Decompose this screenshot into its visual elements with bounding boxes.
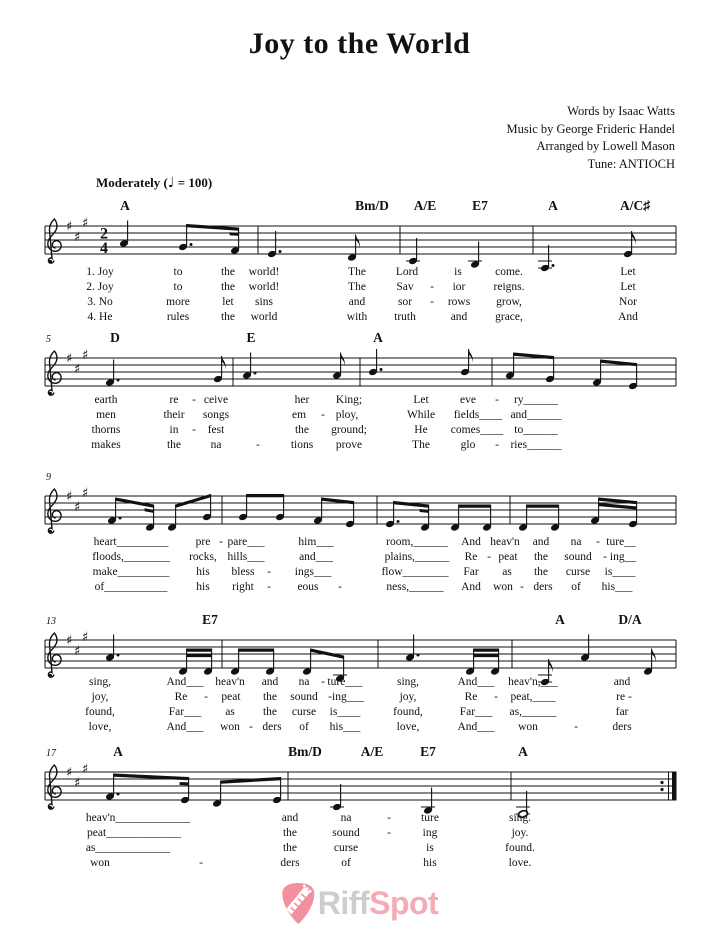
lyric-syllable: of xyxy=(299,721,309,733)
lyric-syllable: And___ xyxy=(457,721,495,733)
credit-tune: Tune: ANTIOCH xyxy=(587,156,675,171)
riffspot-wordmark: RiffSpot xyxy=(317,885,439,921)
lyric-syllable: to xyxy=(173,281,183,293)
lyric-syllable: - xyxy=(387,827,391,839)
lyric-syllable: King; xyxy=(335,394,363,406)
lyric-syllable: And xyxy=(618,311,638,323)
lyric-syllable: and___ xyxy=(299,551,333,563)
lyric-syllable: And xyxy=(461,536,481,548)
lyric-syllable: na xyxy=(570,536,582,548)
lyric-syllable: won xyxy=(518,721,538,733)
lyric-syllable: world xyxy=(250,311,278,323)
lyric-syllable: won xyxy=(220,721,240,733)
lyric-syllable: plains,______ xyxy=(384,551,450,563)
chord-symbol: A xyxy=(518,744,528,759)
lyric-syllable: na xyxy=(210,439,222,451)
lyric-syllable: sor xyxy=(397,296,413,308)
lyric-syllable: - xyxy=(267,581,271,593)
chord-symbol: E7 xyxy=(202,612,218,627)
lyric-syllable: Re xyxy=(464,691,478,703)
svg-text:♯: ♯ xyxy=(82,216,89,231)
lyric-syllable: Let xyxy=(620,281,636,293)
lyric-syllable: - xyxy=(321,409,325,421)
lyric-syllable: found, xyxy=(85,706,115,718)
chord-symbol: Bm/D xyxy=(355,198,389,213)
lyric-syllable: - xyxy=(192,394,196,406)
lyric-syllable: the xyxy=(533,566,549,578)
lyric-syllable: The xyxy=(348,266,366,278)
lyric-syllable: Far___ xyxy=(168,706,202,718)
lyric-syllable: sins xyxy=(255,296,273,308)
lyric-syllable: - xyxy=(487,551,491,563)
lyric-syllable: While xyxy=(406,409,436,421)
lyric-syllable: his xyxy=(196,566,210,578)
guitar-pick-icon xyxy=(281,882,315,925)
chord-symbol: A xyxy=(113,744,123,759)
lyric-syllable: ders xyxy=(280,857,300,869)
lyric-syllable: joy, xyxy=(399,691,417,703)
svg-text:♯: ♯ xyxy=(74,362,81,377)
lyric-syllable: his___ xyxy=(329,721,361,733)
svg-text:♯: ♯ xyxy=(66,489,73,505)
lyric-syllable: as xyxy=(225,706,235,718)
svg-text:♯: ♯ xyxy=(82,762,89,777)
lyric-syllable: let xyxy=(222,296,234,308)
chord-symbol: A xyxy=(548,198,558,213)
lyric-syllable: make_________ xyxy=(92,566,170,578)
lyric-syllable: ders xyxy=(262,721,282,733)
lyric-syllable: Let xyxy=(413,394,429,406)
lyric-syllable: sound xyxy=(290,691,318,703)
lyric-syllable: is____ xyxy=(329,706,361,718)
lyric-syllable: re - xyxy=(616,691,632,703)
lyric-syllable: He xyxy=(414,424,428,436)
lyric-syllable: - xyxy=(338,581,342,593)
lyric-syllable: hills___ xyxy=(227,551,265,563)
credit-music: Music by George Frideric Handel xyxy=(506,121,675,136)
lyric-syllable: to______ xyxy=(514,424,558,436)
svg-text:♯: ♯ xyxy=(66,219,73,235)
lyric-syllable: fields____ xyxy=(453,409,503,421)
lyric-syllable: curse xyxy=(333,842,359,854)
lyric-syllable: 4. He xyxy=(87,311,113,323)
lyric-syllable: - xyxy=(430,281,434,293)
svg-text:♯: ♯ xyxy=(74,644,81,659)
riffspot-logo xyxy=(281,881,438,925)
svg-text:♯: ♯ xyxy=(82,348,89,363)
svg-text:4: 4 xyxy=(100,240,108,257)
lyric-syllable: peat_____________ xyxy=(87,827,181,839)
lyric-syllable: as,______ xyxy=(509,706,557,718)
lyric-syllable: ground; xyxy=(331,424,367,436)
lyric-syllable: And xyxy=(461,581,481,593)
lyric-syllable: bless xyxy=(231,566,255,578)
lyric-syllable: Sav xyxy=(396,281,414,293)
svg-text:2: 2 xyxy=(100,225,108,243)
chord-symbol: A/E xyxy=(360,744,384,759)
tempo-marking: Moderately (♩ = 100) xyxy=(96,175,213,191)
svg-text:♯: ♯ xyxy=(66,633,73,649)
lyric-syllable: won xyxy=(493,581,513,593)
lyric-syllable: eve xyxy=(460,394,476,406)
lyric-syllable: ders xyxy=(612,721,632,733)
lyric-syllable: sing, xyxy=(88,676,112,688)
lyric-syllable: heav'n_____________ xyxy=(85,812,191,824)
lyric-syllable: ders xyxy=(533,581,553,593)
lyric-syllable: na xyxy=(298,676,310,688)
lyric-syllable: Far___ xyxy=(459,706,493,718)
lyric-syllable: - xyxy=(520,581,524,593)
lyric-syllable: peat,____ xyxy=(510,691,556,703)
lyric-syllable: as xyxy=(502,566,512,578)
svg-text:♯: ♯ xyxy=(66,351,73,367)
lyric-syllable: his xyxy=(423,857,437,869)
lyric-syllable: of xyxy=(571,581,581,593)
chord-symbol: D xyxy=(110,330,120,345)
lyric-syllable: men xyxy=(96,409,116,421)
lyric-syllable: ing___ xyxy=(332,691,364,703)
lyric-syllable: with xyxy=(346,311,368,323)
lyric-syllable: grace, xyxy=(495,311,523,323)
lyric-syllable: - xyxy=(204,691,208,703)
lyric-syllable: - xyxy=(494,691,498,703)
lyric-syllable: pare___ xyxy=(227,536,265,548)
lyric-syllable: joy. xyxy=(511,827,529,839)
lyric-syllable: - xyxy=(199,857,203,869)
lyric-syllable: The xyxy=(412,439,430,451)
lyric-syllable: songs xyxy=(202,409,230,421)
lyric-syllable: - xyxy=(321,676,325,688)
lyric-syllable: rows xyxy=(447,296,471,308)
lyric-syllable: ploy, xyxy=(335,409,359,421)
lyric-syllable: world! xyxy=(248,266,280,278)
lyric-syllable: his xyxy=(196,581,210,593)
lyric-syllable: to xyxy=(173,266,183,278)
lyric-syllable: in xyxy=(169,424,179,436)
lyric-syllable: curse xyxy=(291,706,317,718)
lyric-syllable: - xyxy=(192,424,196,436)
lyric-syllable: the xyxy=(220,281,236,293)
lyric-syllable: and xyxy=(613,676,631,688)
lyric-syllable: and xyxy=(450,311,468,323)
lyric-syllable: and xyxy=(532,536,550,548)
lyric-syllable: found. xyxy=(505,842,535,854)
lyric-syllable: ries______ xyxy=(510,439,562,451)
lyric-syllable: floods,________ xyxy=(92,551,170,563)
lyric-syllable: - xyxy=(495,439,499,451)
lyric-syllable: thorns xyxy=(91,424,121,436)
lyric-syllable: - xyxy=(267,566,271,578)
lyric-syllable: the xyxy=(262,691,278,703)
lyric-syllable: ture___ xyxy=(327,676,363,688)
lyric-syllable: the xyxy=(294,424,310,436)
chord-symbol: D/A xyxy=(618,612,642,627)
lyric-syllable: - xyxy=(574,721,578,733)
measure-number: 5 xyxy=(46,334,51,345)
lyric-syllable: the xyxy=(220,311,236,323)
lyric-syllable: ing xyxy=(422,827,438,839)
svg-text:♯: ♯ xyxy=(74,776,81,791)
lyric-syllable: curse xyxy=(565,566,591,578)
credits-block xyxy=(507,103,675,173)
lyric-syllable: world! xyxy=(248,281,280,293)
lyric-syllable: ture xyxy=(421,812,439,824)
lyric-syllable: makes xyxy=(91,439,121,451)
measure-number: 13 xyxy=(46,616,56,627)
lyric-syllable: sound xyxy=(332,827,360,839)
lyric-syllable: more xyxy=(166,296,190,308)
lyric-syllable: - xyxy=(603,551,607,563)
lyric-syllable: sing. xyxy=(508,812,532,824)
chord-symbol: A/C♯ xyxy=(620,198,650,213)
measure-number: 17 xyxy=(46,748,56,759)
lyric-syllable: And___ xyxy=(166,721,204,733)
lyric-syllable: his___ xyxy=(601,581,633,593)
lyric-syllable: and xyxy=(348,296,366,308)
lyric-syllable: 2. Joy xyxy=(86,281,114,293)
chord-symbol: E7 xyxy=(472,198,488,213)
lyric-syllable: rocks, xyxy=(189,551,217,563)
lyric-syllable: is____ xyxy=(604,566,636,578)
lyric-syllable: pre xyxy=(195,536,211,548)
lyric-syllable: right xyxy=(232,581,254,593)
lyric-syllable: ture__ xyxy=(606,536,636,548)
lyric-syllable: - xyxy=(387,812,391,824)
lyric-syllable: Re xyxy=(464,551,478,563)
lyric-syllable: rules xyxy=(166,311,190,323)
lyric-syllable: the xyxy=(166,439,182,451)
lyric-syllable: - xyxy=(256,439,260,451)
lyric-syllable: reigns. xyxy=(493,281,525,293)
lyric-syllable: heart_________ xyxy=(93,536,169,548)
lyric-syllable: - xyxy=(249,721,253,733)
lyric-syllable: tions xyxy=(290,439,314,451)
credit-words: Words by Isaac Watts xyxy=(567,104,675,118)
lyric-syllable: na xyxy=(340,812,352,824)
lyric-syllable: 1. Joy xyxy=(86,266,114,278)
lyric-syllable: Lord xyxy=(395,266,419,278)
lyric-syllable: found, xyxy=(393,706,423,718)
lyric-syllable: And___ xyxy=(457,676,495,688)
lyric-syllable: love, xyxy=(396,721,420,733)
lyric-syllable: - xyxy=(430,296,434,308)
lyric-syllable: the xyxy=(262,706,278,718)
lyric-syllable: peat xyxy=(498,551,518,563)
lyric-syllable: him___ xyxy=(298,536,334,548)
lyric-syllable: and______ xyxy=(510,409,562,421)
lyric-syllable: earth xyxy=(94,394,118,406)
lyric-syllable: heav'n xyxy=(215,676,245,688)
lyric-syllable: - xyxy=(328,691,332,703)
lyric-syllable: 3. No xyxy=(87,296,113,308)
lyric-syllable: Let xyxy=(620,266,636,278)
lyric-syllable: ry______ xyxy=(513,394,559,406)
lyric-syllable: - xyxy=(596,536,600,548)
lyric-syllable: their xyxy=(163,409,185,421)
lyric-syllable: come. xyxy=(495,266,523,278)
chord-symbol: Bm/D xyxy=(288,744,322,759)
lyric-syllable: The xyxy=(348,281,366,293)
lyric-syllable: flow________ xyxy=(381,566,449,578)
svg-text:♯: ♯ xyxy=(82,630,89,645)
lyric-syllable: grow, xyxy=(496,296,522,308)
lyric-syllable: ings___ xyxy=(294,566,332,578)
lyric-syllable: sing, xyxy=(396,676,420,688)
lyric-syllable: is xyxy=(426,842,434,854)
lyric-syllable: - xyxy=(219,536,223,548)
lyric-syllable: and xyxy=(261,676,279,688)
chord-symbol: A/E xyxy=(413,198,437,213)
lyric-syllable: is xyxy=(454,266,462,278)
svg-text:♯: ♯ xyxy=(66,765,73,781)
lyric-syllable: of___________ xyxy=(94,581,168,593)
lyric-syllable: ing__ xyxy=(609,551,637,563)
lyric-syllable: and xyxy=(281,812,299,824)
lyric-syllable: her xyxy=(294,394,310,406)
lyric-syllable: Re xyxy=(174,691,188,703)
lyric-syllable: comes____ xyxy=(450,424,504,436)
lyric-syllable: Far xyxy=(463,566,479,578)
measure-number: 9 xyxy=(46,472,51,483)
chord-symbol: A xyxy=(555,612,565,627)
lyric-syllable: ceive xyxy=(203,394,229,406)
lyric-syllable: fest xyxy=(207,424,225,436)
lyric-syllable: room,______ xyxy=(386,536,448,548)
lyric-syllable: peat xyxy=(221,691,241,703)
credit-arranger: Arranged by Lowell Mason xyxy=(536,139,675,153)
svg-text:♯: ♯ xyxy=(74,500,81,515)
lyric-syllable: as_____________ xyxy=(85,842,171,854)
lyric-syllable: Nor xyxy=(619,296,637,308)
lyric-syllable: heav'n,___ xyxy=(508,676,558,688)
chord-symbol: A xyxy=(373,330,383,345)
lyric-syllable: - xyxy=(495,394,499,406)
lyric-syllable: the xyxy=(220,266,236,278)
lyric-syllable: joy, xyxy=(91,691,109,703)
lyric-syllable: truth xyxy=(394,311,416,323)
chord-symbol: E xyxy=(246,330,256,345)
svg-text:♯: ♯ xyxy=(82,486,89,501)
song-title: Joy to the World xyxy=(248,27,471,60)
lyric-syllable: ior xyxy=(452,281,466,293)
lyric-syllable: of xyxy=(341,857,351,869)
lyric-syllable: far xyxy=(615,706,629,718)
lyric-syllable: And___ xyxy=(166,676,204,688)
lyric-syllable: ness,______ xyxy=(386,581,444,593)
lyric-syllable: the xyxy=(533,551,549,563)
lyric-syllable: love, xyxy=(88,721,112,733)
lyric-syllable: won xyxy=(90,857,110,869)
svg-text:♯: ♯ xyxy=(74,230,81,245)
lyric-syllable: em xyxy=(291,409,307,421)
chord-symbol: E7 xyxy=(420,744,436,759)
lyric-syllable: sound xyxy=(564,551,592,563)
lyric-syllable: heav'n xyxy=(490,536,520,548)
lyric-syllable: love. xyxy=(508,857,532,869)
lyric-syllable: eous xyxy=(297,581,319,593)
lyric-syllable: the xyxy=(282,827,298,839)
quarter-note-icon: ♩ xyxy=(167,175,175,191)
lyric-syllable: glo xyxy=(460,439,476,451)
lyric-syllable: prove xyxy=(335,439,363,451)
chord-symbol: A xyxy=(120,198,130,213)
lyric-syllable: re xyxy=(169,394,179,406)
lyric-syllable: the xyxy=(282,842,298,854)
